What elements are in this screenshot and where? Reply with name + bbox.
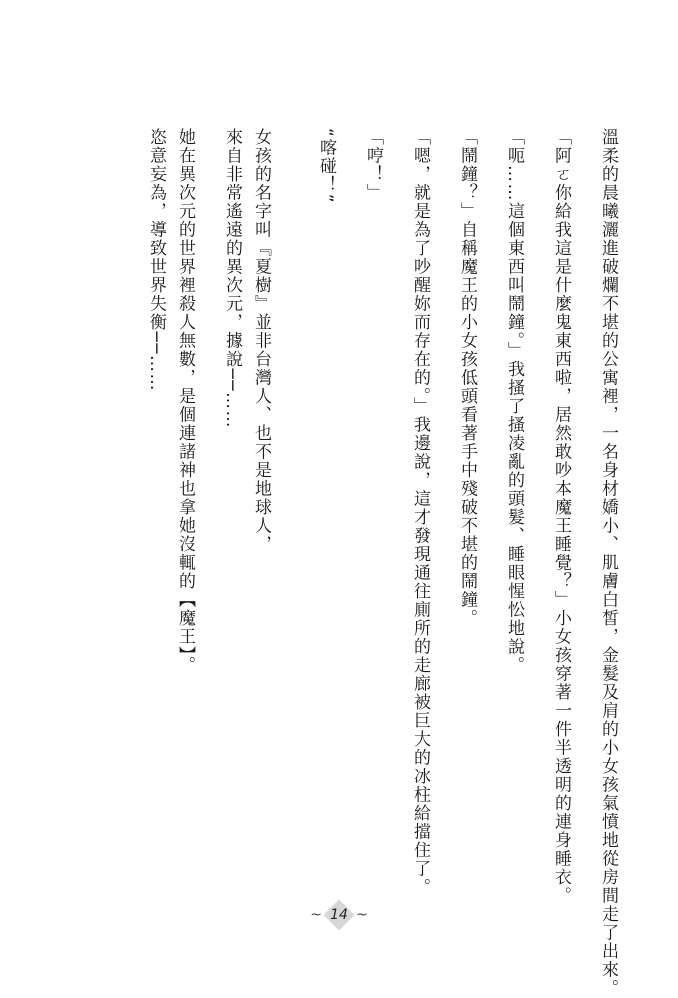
paragraph-2: 「阿ㄛ你給我這是什麼鬼東西啦，居然敢吵本魔王睡覺？」小女孩穿著一件半透明的連身睡衣。 bbox=[551, 128, 571, 905]
paragraph-9: 來自非常遙遠的異次元，據說──…… bbox=[222, 128, 242, 429]
paragraph-4: 「鬧鐘？」自稱魔王的小女孩低頭看著手中殘破不堪的鬧鐘。 bbox=[457, 128, 477, 628]
paragraph-3: 「呃……這個東西叫鬧鐘。」我搔了搔凌亂的頭髮、睡眼惺忪地說。 bbox=[504, 128, 524, 675]
paragraph-5: 「嗯，就是為了吵醒妳而存在的。」我邊說，這才發現通往廁所的走廊被巨大的冰柱給擋住了。 bbox=[410, 128, 430, 897]
paragraph-11: 恣意妄為，導致世界失衡──…… bbox=[146, 128, 166, 392]
paragraph-1: 溫柔的晨曦灑進破爛不堪的公寓裡，一名身材嬌小、肌膚白皙，金髮及肩的小女孩氣憤地從房間走了出來。 bbox=[598, 128, 618, 998]
tilde-left: ~ bbox=[310, 907, 322, 923]
page-number: 14 bbox=[330, 907, 348, 923]
paragraph-7: “喀碰！” bbox=[316, 128, 336, 205]
page-number-ornament bbox=[310, 904, 367, 926]
page-footer bbox=[0, 904, 678, 926]
diamond-icon bbox=[323, 899, 354, 930]
paragraph-8: 女孩的名字叫『夏樹』並非台灣人、也不是地球人， bbox=[251, 128, 271, 554]
tilde-right: ~ bbox=[356, 907, 368, 923]
paragraph-6: 「哼！」 bbox=[363, 128, 383, 202]
paragraph-10: 她在異次元的世界裡殺人無數，是個連諸神也拿她沒輒的【魔王】。 bbox=[175, 128, 195, 675]
